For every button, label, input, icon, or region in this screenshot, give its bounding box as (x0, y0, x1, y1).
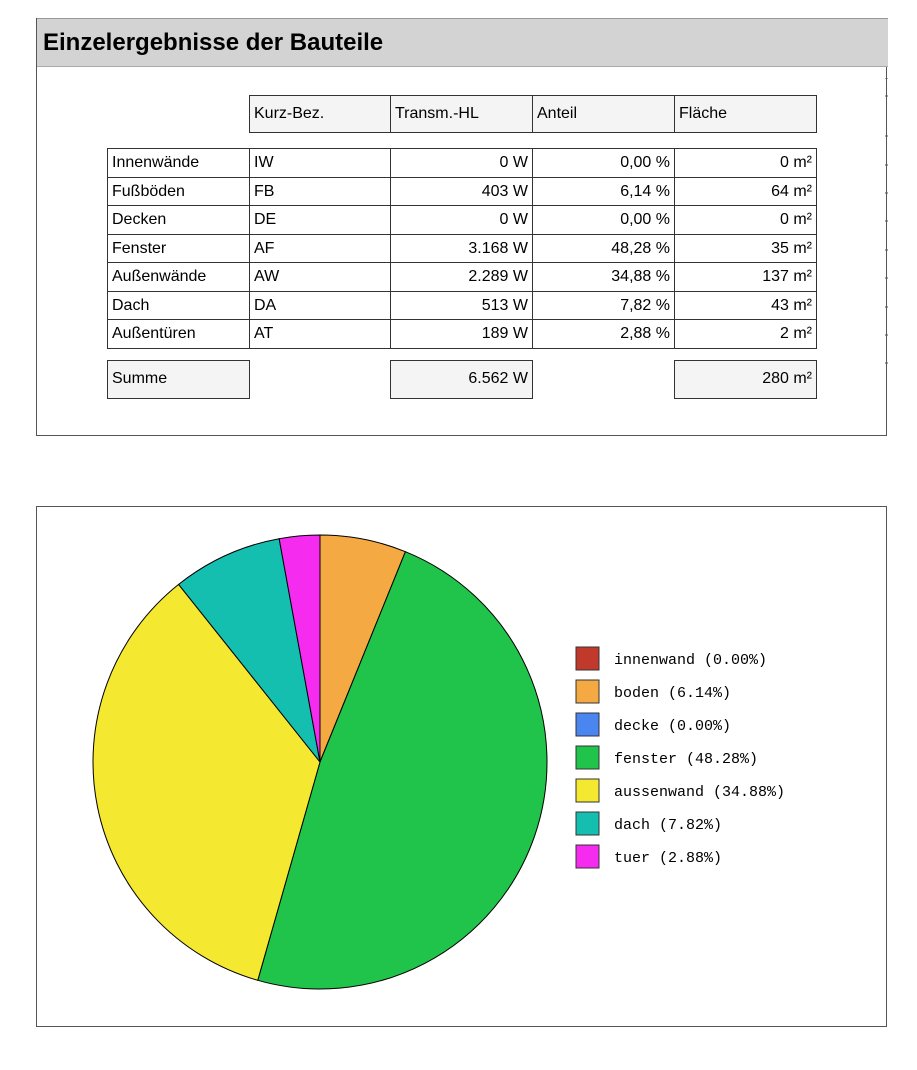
cell-flaeche: 137 m² (674, 262, 817, 292)
legend-swatch-decke (576, 713, 599, 736)
cell-name: Innenwände (107, 148, 250, 178)
sum-label: Summe (107, 360, 250, 399)
results-table-panel (36, 18, 887, 436)
cell-transm: 403 W (390, 177, 533, 207)
legend-swatch-tuer (576, 845, 599, 868)
cell-flaeche: 64 m² (674, 177, 817, 207)
cell-transm: 2.289 W (390, 262, 533, 292)
sum-flaeche: 280 m² (674, 360, 817, 399)
header-kurz-bez: Kurz-Bez. (249, 95, 391, 133)
cell-code: AW (249, 262, 391, 292)
cell-name: Dach (107, 291, 250, 321)
cell-anteil: 0,00 % (532, 205, 675, 235)
cell-transm: 513 W (390, 291, 533, 321)
cell-code: DE (249, 205, 391, 235)
cell-transm: 3.168 W (390, 234, 533, 264)
cell-code: FB (249, 177, 391, 207)
cell-name: Decken (107, 205, 250, 235)
cell-flaeche: 0 m² (674, 205, 817, 235)
cell-transm: 0 W (390, 148, 533, 178)
legend-swatch-aussenwand (576, 779, 599, 802)
pie-chart (37, 507, 886, 1026)
legend-label-aussenwand: aussenwand (34.88%) (614, 784, 786, 801)
header-transm-hl: Transm.-HL (390, 95, 533, 133)
cell-name: Außentüren (107, 319, 250, 349)
pie-chart-panel (36, 506, 887, 1027)
cell-code: IW (249, 148, 391, 178)
legend-label-innenwand: innenwand (0.00%) (614, 652, 768, 669)
cell-anteil: 0,00 % (532, 148, 675, 178)
cell-flaeche: 43 m² (674, 291, 817, 321)
header-flaeche: Fläche (674, 95, 817, 133)
cell-code: AF (249, 234, 391, 264)
legend-label-tuer: tuer (2.88%) (614, 850, 723, 867)
legend-label-fenster: fenster (48.28%) (614, 751, 759, 768)
legend-swatch-innenwand (576, 647, 599, 670)
page-title: Einzelergebnisse der Bauteile (37, 18, 888, 67)
side-tick-marks (885, 78, 888, 378)
cell-anteil: 2,88 % (532, 319, 675, 349)
cell-name: Fußböden (107, 177, 250, 207)
cell-flaeche: 2 m² (674, 319, 817, 349)
cell-anteil: 7,82 % (532, 291, 675, 321)
cell-transm: 0 W (390, 205, 533, 235)
cell-name: Fenster (107, 234, 250, 264)
cell-transm: 189 W (390, 319, 533, 349)
legend-label-dach: dach (7.82%) (614, 817, 723, 834)
sum-transm: 6.562 W (390, 360, 533, 399)
legend-swatch-boden (576, 680, 599, 703)
header-anteil: Anteil (532, 95, 675, 133)
legend-label-boden: boden (6.14%) (614, 685, 732, 702)
cell-anteil: 34,88 % (532, 262, 675, 292)
cell-code: AT (249, 319, 391, 349)
cell-flaeche: 35 m² (674, 234, 817, 264)
legend-swatch-dach (576, 812, 599, 835)
cell-flaeche: 0 m² (674, 148, 817, 178)
cell-anteil: 48,28 % (532, 234, 675, 264)
legend-swatch-fenster (576, 746, 599, 769)
cell-code: DA (249, 291, 391, 321)
cell-name: Außenwände (107, 262, 250, 292)
legend-label-decke: decke (0.00%) (614, 718, 732, 735)
cell-anteil: 6,14 % (532, 177, 675, 207)
